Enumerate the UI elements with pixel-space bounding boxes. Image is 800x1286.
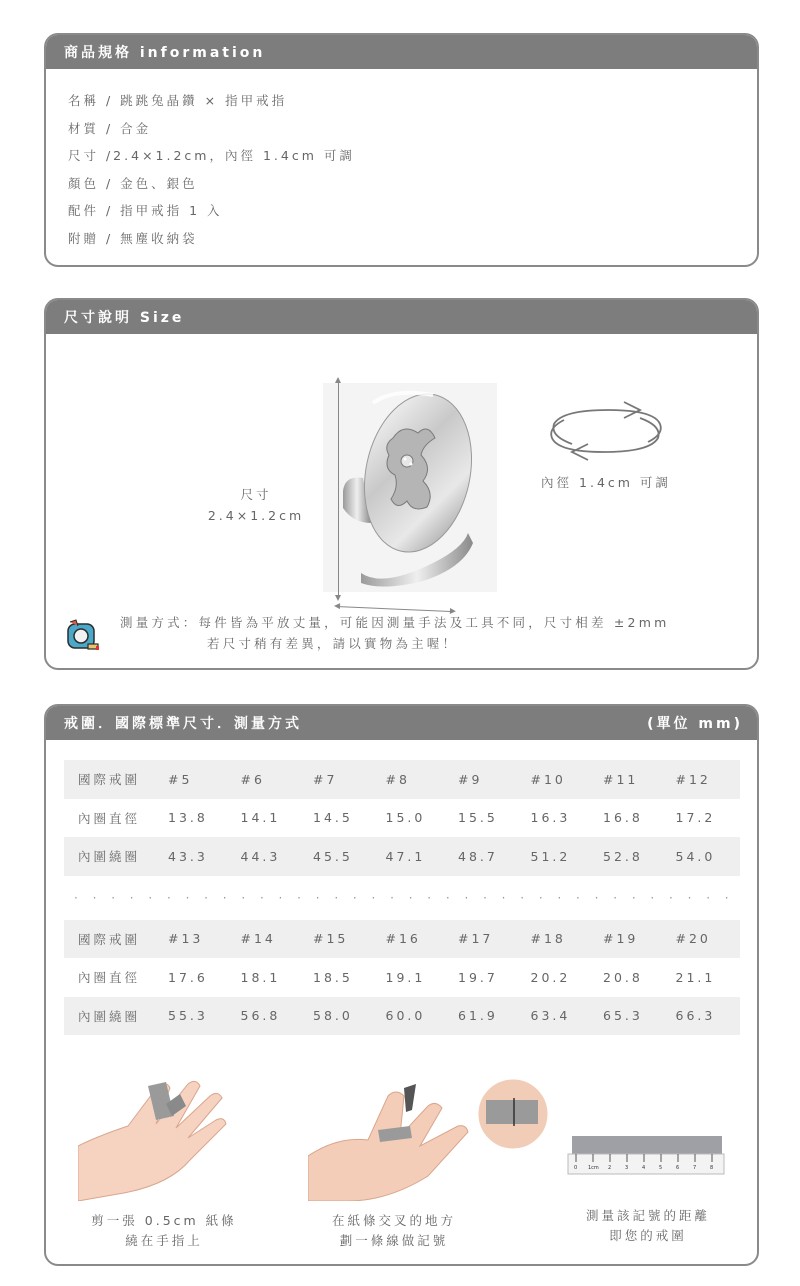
table-cell: 63.4 <box>523 997 596 1036</box>
table-cell: 60.0 <box>378 997 451 1036</box>
table-cell: 19.7 <box>458 969 498 985</box>
ruler-tick-2: 2 <box>608 1165 612 1171</box>
table-cell: 19.1 <box>385 969 426 985</box>
size-section <box>44 298 759 670</box>
spec-row-size: 尺寸 /2.4×1.2cm，內徑 1.4cm 可調 <box>68 148 355 163</box>
ruler-measure-image <box>566 1076 728 1201</box>
ruler-tick-6: 6 <box>676 1165 680 1171</box>
table-cell: 43.3 <box>160 837 233 876</box>
ruler-tick-8: 8 <box>710 1165 714 1171</box>
measure-note-line1: 測量方式：每件皆為平放丈量，可能因測量手法及工具不同，尺寸相差 ±2mm <box>120 615 670 630</box>
table-cell: 內圍繞圈 <box>64 837 160 876</box>
table-cell: #7 <box>305 760 378 799</box>
table-cell: 13.8 <box>168 810 208 826</box>
table-row-circumference <box>64 837 740 876</box>
table-cell: #14 <box>233 920 306 959</box>
ring-size-table-1 <box>64 760 740 876</box>
inner-diameter-label: 內徑 1.4cm 可調 <box>541 475 671 490</box>
ruler-tick-3: 3 <box>625 1165 629 1171</box>
table-cell: 內圈直徑 <box>78 810 141 826</box>
table-cell: 17.6 <box>168 969 208 985</box>
hand-wrap-paper-image <box>78 1076 250 1201</box>
table-cell: #12 <box>668 760 741 799</box>
spec-row-accessory: 配件 / 指甲戒指 1 入 <box>68 203 223 218</box>
step-caption-1-line2: 繞在手指上 <box>125 1233 203 1248</box>
table-cell: 56.8 <box>233 997 306 1036</box>
table-cell: #9 <box>450 760 523 799</box>
hand-mark-paper-image <box>308 1076 548 1201</box>
spec-header: 商品規格 information <box>46 35 757 69</box>
ruler-tick-1: 1cm <box>588 1165 599 1171</box>
table-cell: 45.5 <box>305 837 378 876</box>
table-cell: 51.2 <box>523 837 596 876</box>
spec-list <box>46 69 757 252</box>
step-caption-2-line1: 在紙條交叉的地方 <box>331 1213 456 1228</box>
table-cell: 58.0 <box>305 997 378 1036</box>
ring-size-table-2 <box>64 920 740 1036</box>
table-row-circumference <box>64 997 740 1036</box>
measure-steps <box>46 1076 759 1266</box>
unit-label: (單位 mm) <box>647 716 743 732</box>
dotted-divider: · · · · · · · · · · · · · · · · · · · · · · · · · · · · · · · · · · · · <box>74 890 729 905</box>
step-caption-2-line2: 劃一條線做記號 <box>339 1233 449 1248</box>
table-cell: 國際戒圍 <box>64 920 160 959</box>
step-caption-3 <box>558 1206 738 1246</box>
table-cell: 55.3 <box>160 997 233 1036</box>
measure-note-line2: 若尺寸稍有差異，請以實物為主喔！ <box>207 636 459 651</box>
table-cell: 66.3 <box>668 997 741 1036</box>
step-caption-1 <box>74 1211 254 1251</box>
spec-section <box>44 33 759 267</box>
ruler-tick-0: 0 <box>574 1165 578 1171</box>
size-header: 尺寸說明 Size <box>46 300 757 334</box>
step-caption-3-line2: 即您的戒圍 <box>609 1228 687 1243</box>
table-cell: 16.3 <box>530 810 571 826</box>
table-cell: 15.5 <box>458 810 498 826</box>
step-caption-3-line1: 測量該記號的距離 <box>585 1208 710 1223</box>
table-cell: #16 <box>378 920 451 959</box>
table-row-diameter <box>64 958 740 997</box>
table-cell: #15 <box>305 920 378 959</box>
table-cell: 內圈直徑 <box>78 970 141 986</box>
ruler-tick-5: 5 <box>659 1165 663 1171</box>
step-caption-1-line1: 剪一張 0.5cm 紙條 <box>91 1213 237 1228</box>
table-cell: #17 <box>450 920 523 959</box>
table-cell: 18.1 <box>240 969 281 985</box>
rotate-arrows-icon <box>544 400 668 462</box>
table-cell: #19 <box>595 920 668 959</box>
ruler-tick-4: 4 <box>642 1165 646 1171</box>
table-cell: 14.5 <box>313 810 353 826</box>
ring-size-title: 戒圍．國際標準尺寸．測量方式 <box>64 716 302 732</box>
spec-row-material: 材質 / 合金 <box>68 120 152 136</box>
table-cell: #10 <box>523 760 596 799</box>
measure-note <box>66 612 756 662</box>
table-cell: 20.2 <box>530 969 571 985</box>
table-cell: 54.0 <box>668 837 741 876</box>
table-cell: #8 <box>378 760 451 799</box>
dimension-label <box>196 484 316 526</box>
table-cell: 18.5 <box>313 969 353 985</box>
table-cell: 47.1 <box>378 837 451 876</box>
table-cell: 21.1 <box>675 969 716 985</box>
spec-row-name: 名稱 / 跳跳兔晶鑽 × 指甲戒指 <box>68 93 288 108</box>
table-cell: 14.1 <box>240 810 281 826</box>
table-cell: #20 <box>668 920 741 959</box>
spec-row-gift: 附贈 / 無塵收納袋 <box>68 230 198 246</box>
table-cell: 國際戒圍 <box>64 760 160 799</box>
table-cell: #6 <box>233 760 306 799</box>
table-cell: 44.3 <box>233 837 306 876</box>
spec-row-color: 顏色 / 金色、銀色 <box>68 175 198 191</box>
height-arrow <box>338 379 339 599</box>
table-cell: #13 <box>160 920 233 959</box>
ring-photo <box>323 383 497 592</box>
ruler-tick-7: 7 <box>693 1165 697 1171</box>
table-cell: 17.2 <box>675 810 716 826</box>
table-row-diameter <box>64 799 740 838</box>
step-caption-2 <box>304 1211 484 1251</box>
table-cell: #11 <box>595 760 668 799</box>
ring-size-header <box>46 706 757 740</box>
table-cell: 20.8 <box>603 969 643 985</box>
tape-measure-icon <box>66 618 100 652</box>
table-cell: #5 <box>160 760 233 799</box>
table-row-header <box>64 920 740 959</box>
table-cell: 65.3 <box>595 997 668 1036</box>
table-cell: 48.7 <box>450 837 523 876</box>
dimension-label-value: 2.4×1.2cm <box>207 508 305 523</box>
table-row-header <box>64 760 740 799</box>
table-cell: 52.8 <box>595 837 668 876</box>
table-cell: #18 <box>523 920 596 959</box>
dimension-label-title: 尺寸 <box>240 487 272 502</box>
ring-size-section <box>44 704 759 1266</box>
table-cell: 61.9 <box>450 997 523 1036</box>
table-cell: 16.8 <box>603 810 643 826</box>
table-cell: 內圍繞圈 <box>64 997 160 1036</box>
table-cell: 15.0 <box>385 810 426 826</box>
